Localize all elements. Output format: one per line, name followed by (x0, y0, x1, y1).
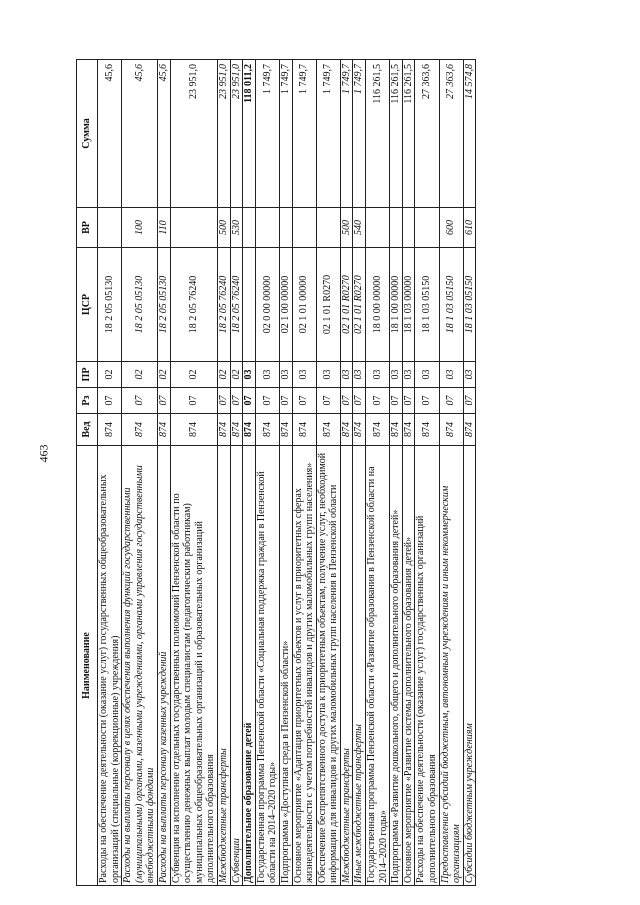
cell-ved: 874 (122, 414, 158, 446)
cell-csr: 18 2 05 05130 (98, 248, 122, 362)
cell-rz: 07 (217, 388, 230, 414)
table-row (243, 60, 256, 886)
cell-rz: 07 (340, 388, 353, 414)
cell-sum: 45,6 (157, 60, 170, 208)
table-row (439, 60, 463, 886)
cell-csr: 02 1 01 R0270 (340, 248, 353, 362)
cell-csr: 18 2 05 76240 (230, 248, 243, 362)
cell-pr: 03 (463, 362, 476, 388)
cell-vr: 540 (353, 208, 366, 248)
cell-ved: 874 (292, 414, 316, 446)
cell-csr: 18 2 05 76240 (217, 248, 230, 362)
table-row (340, 60, 353, 886)
cell-sum: 116 261,5 (402, 60, 415, 208)
cell-vr (390, 208, 403, 248)
cell-csr: 18 1 03 00000 (402, 248, 415, 362)
table-row (98, 60, 122, 886)
cell-pr: 03 (340, 362, 353, 388)
cell-csr: 18 2 05 05130 (157, 248, 170, 362)
cell-pr: 02 (230, 362, 243, 388)
cell-name: Подпрограмма «Доступная среда в Пензенской области» (279, 446, 292, 886)
cell-name: Дополнительное образование детей (243, 446, 256, 886)
table-row (217, 60, 230, 886)
cell-name: Межбюджетные трансферты (217, 446, 230, 886)
cell-vr (98, 208, 122, 248)
cell-name: Расходы на выплаты персоналу в целях обеспечения выполнения функций государственными (муниципальными) органами, казенными учреждениями, органами управления государственными внебюджетными фондами (122, 446, 158, 886)
budget-table (76, 59, 476, 886)
header-sum: Сумма (77, 60, 98, 208)
cell-vr (316, 208, 340, 248)
header-rz: Рз (77, 388, 98, 414)
table-header-row (77, 60, 98, 886)
cell-sum: 1 749,7 (292, 60, 316, 208)
cell-ved: 874 (390, 414, 403, 446)
header-pr: ПР (77, 362, 98, 388)
cell-rz: 07 (402, 388, 415, 414)
cell-pr: 03 (366, 362, 390, 388)
cell-name: Расходы на обеспечение деятельности (оказание услуг) государственных общеобразовательных организаций (специальные (коррекционные) учреждения) (98, 446, 122, 886)
cell-name: Обеспечение беспрепятственного доступа к приоритетным объектам, получение услуг, необходимой информации для инвалидов и других маломобильных групп населения в Пензенской области (316, 446, 340, 886)
cell-pr: 03 (402, 362, 415, 388)
cell-ved: 874 (230, 414, 243, 446)
cell-ved: 874 (170, 414, 217, 446)
cell-pr: 03 (292, 362, 316, 388)
cell-rz: 07 (255, 388, 279, 414)
table-row (170, 60, 217, 886)
cell-rz: 07 (316, 388, 340, 414)
cell-ved: 874 (255, 414, 279, 446)
cell-ved: 874 (415, 414, 439, 446)
cell-name: Основное мероприятие «Адаптация приоритетных объектов и услуг в приоритетных сферах жизнедеятельности с учетом потребностей инвалидов и других маломобильных групп населения» (292, 446, 316, 886)
cell-name: Субвенция на исполнение отдельных государственных полномочий Пензенской области по осуществлению денежных выплат молодым специалистам (педагогическим работникам) муниципальных общеобразовательных организаций и образовательных организаций дополнительного образования (170, 446, 217, 886)
cell-pr: 02 (122, 362, 158, 388)
cell-csr: 18 1 03 05150 (415, 248, 439, 362)
table-row (353, 60, 366, 886)
cell-sum: 1 749,7 (340, 60, 353, 208)
cell-rz: 07 (98, 388, 122, 414)
cell-pr: 03 (279, 362, 292, 388)
cell-vr: 500 (340, 208, 353, 248)
cell-sum: 116 261,5 (390, 60, 403, 208)
cell-csr (243, 248, 256, 362)
cell-pr: 03 (439, 362, 463, 388)
budget-table-rotated (76, 60, 585, 886)
cell-vr (292, 208, 316, 248)
cell-sum: 116 261,5 (366, 60, 390, 208)
table-body (98, 60, 476, 886)
cell-vr: 530 (230, 208, 243, 248)
cell-name: Расходы на обеспечение деятельности (оказание услуг) государственных организаций дополнительного образования (415, 446, 439, 886)
table-row (157, 60, 170, 886)
cell-ved: 874 (316, 414, 340, 446)
cell-csr: 18 1 03 05150 (439, 248, 463, 362)
cell-rz: 07 (279, 388, 292, 414)
cell-name: Основное мероприятие «Развитие системы дополнительного образования детей» (402, 446, 415, 886)
cell-rz: 07 (230, 388, 243, 414)
cell-rz: 07 (170, 388, 217, 414)
cell-name: Иные межбюджетные трансферты (353, 446, 366, 886)
header-csr: ЦСР (77, 248, 98, 362)
cell-sum: 23 951,0 (217, 60, 230, 208)
cell-sum: 14 574,8 (463, 60, 476, 208)
cell-vr (279, 208, 292, 248)
cell-name: Подпрограмма «Развитие дошкольного, общего и дополнительного образования детей» (390, 446, 403, 886)
cell-rz: 07 (353, 388, 366, 414)
cell-name: Расходы на выплаты персоналу казенных учреждений (157, 446, 170, 886)
header-ved: Вед (77, 414, 98, 446)
cell-pr: 03 (415, 362, 439, 388)
cell-sum: 27 363,6 (439, 60, 463, 208)
cell-rz: 07 (366, 388, 390, 414)
cell-rz: 07 (122, 388, 158, 414)
cell-name: Предоставление субсидий бюджетным, автономным учреждениям и иным некоммерческим организациям (439, 446, 463, 886)
cell-sum: 23 951,0 (170, 60, 217, 208)
cell-csr: 02 1 00 00000 (279, 248, 292, 362)
cell-pr: 03 (243, 362, 256, 388)
cell-rz: 07 (390, 388, 403, 414)
cell-ved: 874 (366, 414, 390, 446)
cell-ved: 874 (217, 414, 230, 446)
cell-pr: 03 (255, 362, 279, 388)
cell-sum: 45,6 (98, 60, 122, 208)
cell-pr: 03 (390, 362, 403, 388)
table-row (122, 60, 158, 886)
table-row (255, 60, 279, 886)
cell-csr: 18 0 00 00000 (366, 248, 390, 362)
cell-csr: 18 2 05 05130 (122, 248, 158, 362)
table-row (390, 60, 403, 886)
cell-csr: 02 1 01 R0270 (353, 248, 366, 362)
cell-csr: 02 1 01 R0270 (316, 248, 340, 362)
cell-pr: 02 (170, 362, 217, 388)
cell-sum: 23 951,0 (230, 60, 243, 208)
cell-sum: 1 749,7 (255, 60, 279, 208)
table-row (402, 60, 415, 886)
cell-sum: 1 749,7 (279, 60, 292, 208)
cell-csr: 02 1 01 00000 (292, 248, 316, 362)
cell-ved: 874 (439, 414, 463, 446)
cell-pr: 03 (316, 362, 340, 388)
cell-sum: 1 749,7 (316, 60, 340, 208)
cell-vr (255, 208, 279, 248)
cell-rz: 07 (243, 388, 256, 414)
cell-ved: 874 (402, 414, 415, 446)
cell-name: Субсидии бюджетным учреждениям (463, 446, 476, 886)
cell-vr: 600 (439, 208, 463, 248)
cell-ved: 874 (279, 414, 292, 446)
cell-vr (415, 208, 439, 248)
cell-vr (170, 208, 217, 248)
cell-vr: 110 (157, 208, 170, 248)
table-row (292, 60, 316, 886)
table-row (366, 60, 390, 886)
cell-ved: 874 (463, 414, 476, 446)
cell-rz: 07 (157, 388, 170, 414)
table-row (279, 60, 292, 886)
table-row (415, 60, 439, 886)
cell-rz: 07 (439, 388, 463, 414)
cell-vr (402, 208, 415, 248)
cell-vr (366, 208, 390, 248)
cell-sum: 1 749,7 (353, 60, 366, 208)
cell-csr: 02 0 00 00000 (255, 248, 279, 362)
cell-pr: 02 (217, 362, 230, 388)
cell-name: Межбюджетные трансферты (340, 446, 353, 886)
table-row (463, 60, 476, 886)
cell-ved: 874 (353, 414, 366, 446)
cell-sum: 45,6 (122, 60, 158, 208)
cell-name: Государственная программа Пензенской области «Социальная поддержка граждан в Пензенской области на 2014–2020 годы» (255, 446, 279, 886)
cell-pr: 03 (353, 362, 366, 388)
cell-pr: 02 (98, 362, 122, 388)
cell-vr: 610 (463, 208, 476, 248)
cell-rz: 07 (463, 388, 476, 414)
cell-name: Субвенции (230, 446, 243, 886)
cell-vr (243, 208, 256, 248)
cell-vr: 100 (122, 208, 158, 248)
cell-ved: 874 (157, 414, 170, 446)
cell-csr: 18 1 00 00000 (390, 248, 403, 362)
cell-rz: 07 (292, 388, 316, 414)
cell-ved: 874 (243, 414, 256, 446)
cell-pr: 02 (157, 362, 170, 388)
page-number: 463 (36, 444, 51, 462)
cell-sum: 118 011,2 (243, 60, 256, 208)
cell-name: Государственная программа Пензенской области «Развитие образования в Пензенской области на 2014–2020 годы» (366, 446, 390, 886)
cell-ved: 874 (98, 414, 122, 446)
cell-ved: 874 (340, 414, 353, 446)
table-row (230, 60, 243, 886)
header-name: Наименование (77, 446, 98, 886)
header-vr: ВР (77, 208, 98, 248)
cell-sum: 27 363,6 (415, 60, 439, 208)
table-row (316, 60, 340, 886)
cell-vr: 500 (217, 208, 230, 248)
cell-csr: 18 2 05 76240 (170, 248, 217, 362)
cell-csr: 18 1 03 05150 (463, 248, 476, 362)
cell-rz: 07 (415, 388, 439, 414)
